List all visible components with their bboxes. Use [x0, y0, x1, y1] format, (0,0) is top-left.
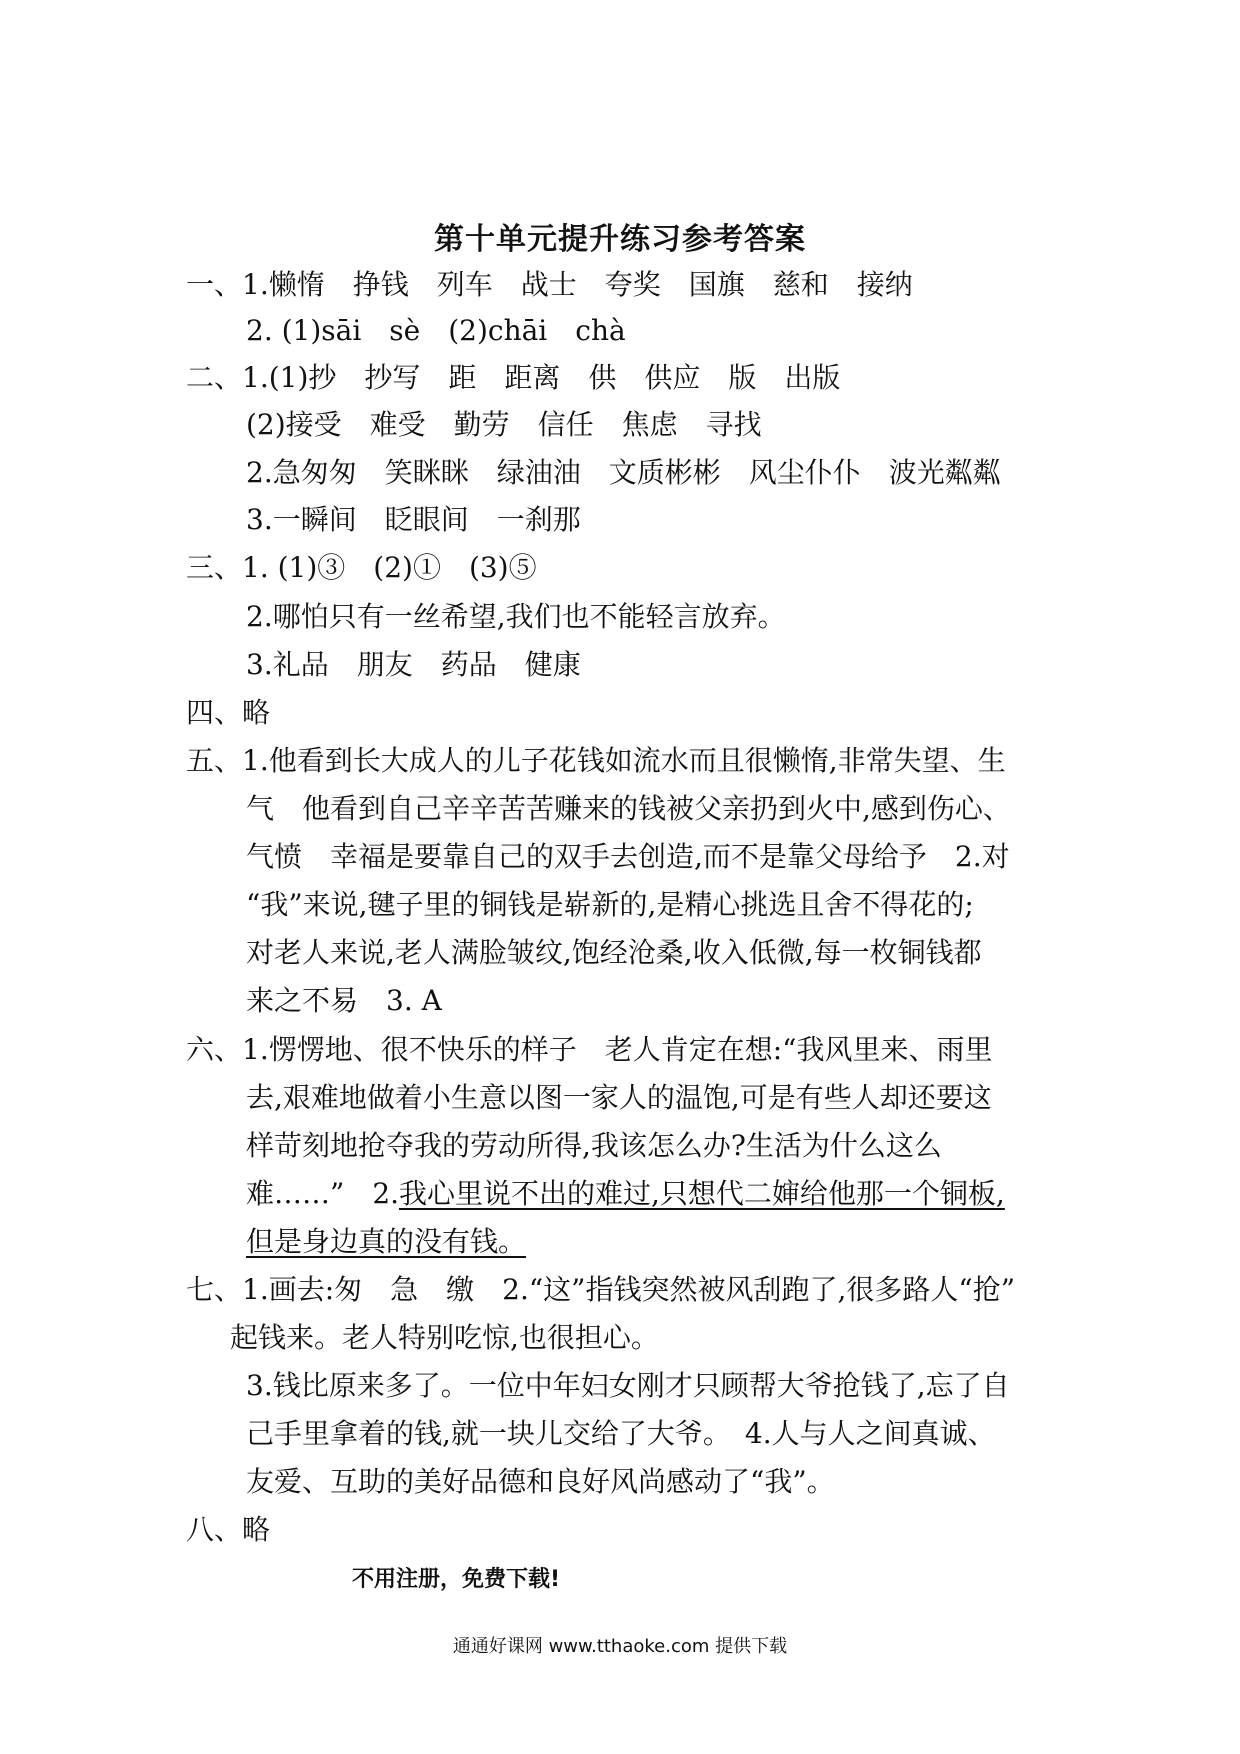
underlined-answer: 我心里说不出的难过,只想代二婶给他那一个铜板,	[399, 1177, 1005, 1210]
answer-line: 3.钱比原来多了。一位中年妇女刚才只顾帮大爷抢钱了,忘了自	[246, 1369, 1010, 1402]
page-title: 第十单元提升练习参考答案	[434, 222, 806, 257]
answer-line: 四、略	[186, 696, 271, 729]
download-note: 不用注册，免费下载!	[352, 1567, 561, 1592]
answer-line: 七、1.画去:匆 急 缴 2.“这”指钱突然被风刮跑了,很多路人“抢”	[186, 1273, 1016, 1306]
answer-line: 气愤 幸福是要靠自己的双手去创造,而不是靠父母给予 2.对	[246, 840, 1010, 873]
answer-line: 2.哪怕只有一丝希望,我们也不能轻言放弃。	[246, 600, 786, 633]
footer-credit: 通通好课网 www.tthaoke.com 提供下载	[452, 1636, 788, 1657]
answer-line: “我”来说,毽子里的铜钱是崭新的,是精心挑选且舍不得花的;	[246, 888, 974, 921]
answer-line: 五、1.他看到长大成人的儿子花钱如流水而且很懒惰,非常失望、生	[186, 744, 1006, 777]
answer-line: 友爱、互助的美好品德和良好风尚感动了“我”。	[246, 1465, 835, 1498]
answer-line: 3.礼品 朋友 药品 健康	[246, 648, 581, 681]
underlined-answer: 但是身边真的没有钱。	[246, 1225, 527, 1258]
answer-line: 己手里拿着的钱,就一块儿交给了大爷。 4.人与人之间真诚、	[246, 1417, 996, 1450]
answer-line: 3.一瞬间 眨眼间 一刹那	[246, 503, 581, 536]
answer-text: 难……” 2.	[246, 1177, 400, 1210]
answer-line: 二、1.(1)抄 抄写 距 距离 供 供应 版 出版	[186, 361, 841, 394]
answer-line: 样苛刻地抢夺我的劳动所得,我该怎么办?生活为什么这么	[246, 1129, 942, 1162]
answer-line: 来之不易 3. A	[246, 984, 442, 1017]
answer-line: 气 他看到自己辛辛苦苦赚来的钱被父亲扔到火中,感到伤心、	[246, 792, 1011, 825]
answer-line: 起钱来。老人特别吃惊,也很担心。	[230, 1321, 659, 1354]
answer-line: 2.急匆匆 笑眯眯 绿油油 文质彬彬 风尘仆仆 波光粼粼	[246, 456, 1001, 489]
answer-line: 去,艰难地做着小生意以图一家人的温饱,可是有些人却还要这	[246, 1081, 992, 1114]
answer-line: 对老人来说,老人满脸皱纹,饱经沧桑,收入低微,每一枚铜钱都	[246, 936, 982, 969]
answer-line	[246, 1174, 1005, 1214]
answer-line: 三、1. (1)③ (2)① (3)⑤	[186, 551, 537, 584]
answer-line: (2)接受 难受 勤劳 信任 焦虑 寻找	[246, 408, 762, 441]
answer-line: 一、1.懒惰 挣钱 列车 战士 夸奖 国旗 慈和 接纳	[186, 268, 913, 301]
answer-line: 六、1.愣愣地、很不快乐的样子 老人肯定在想:“我风里来、雨里	[186, 1033, 993, 1066]
answer-line: 八、略	[186, 1513, 271, 1546]
answer-line: 2. (1)sāi sè (2)chāi chà	[246, 314, 626, 347]
